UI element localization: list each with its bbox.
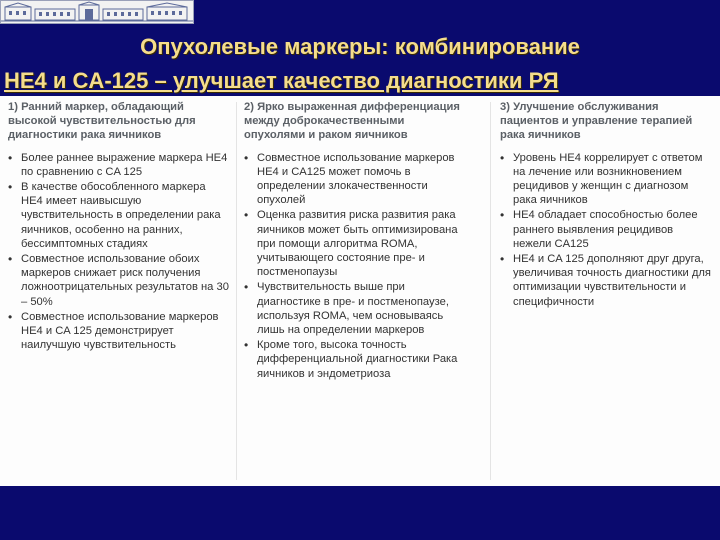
column-differentiation (244, 100, 466, 486)
column-heading (8, 100, 230, 143)
column-heading-text: Улучшение обслуживания пациентов и управление терапией рака яичников (500, 101, 693, 142)
list-item: • Оценка развития риска развития рака яичников может быть оптимизирована при помощи алгоритма ROMA, учитывающего состояние пре- и постменопаузы (244, 208, 466, 279)
column-heading-text: Ярко выраженная дифференциация между доброкачественными опухолями и раком яичников (244, 101, 460, 142)
list-item: • Совместное использование маркеров HE4 и CA125 может помочь в определении злокачественности опухолей (244, 151, 466, 208)
content-panel (0, 96, 720, 486)
bullet-list (8, 151, 230, 353)
column-heading (500, 100, 714, 143)
list-item: • Совместное использование обоих маркеров снижает риск получения ложноотрицательных результатов на 30 – 50% (8, 252, 230, 309)
list-item: • Совместное использование маркеров HE4 и CA 125 демонстрирует наилучшую чувствительность (8, 310, 230, 353)
column-number: 1) (8, 101, 18, 113)
column-divider (490, 102, 491, 480)
list-item: • HE4 и CA 125 дополняют друг друга, увеличивая точность диагностики для оптимизации чувствительности и специфичности (500, 252, 714, 309)
column-divider (236, 102, 237, 480)
column-number: 3) (500, 101, 510, 113)
column-number: 2) (244, 101, 254, 113)
list-item: • Чувствительность выше при диагностике в пре- и постменопаузе, используя ROMA, чем основываясь лишь на определении маркеров (244, 280, 466, 337)
list-item: • Уровень HE4 коррелирует с ответом на лечение или возникновением рецидивов у женщин с диагнозом рака яичников (500, 151, 714, 208)
column-patient-care (500, 100, 714, 486)
column-heading (244, 100, 466, 143)
list-item: • HE4 обладает способностью более раннего выявления рецидивов нежели CA125 (500, 208, 714, 251)
title-line-2: HE4 и CA-125 – улучшает качество диагностики РЯ (4, 68, 559, 93)
column-early-marker (8, 100, 230, 486)
logo-banner (0, 0, 194, 24)
building-logo-icon (1, 1, 193, 23)
column-heading-text: Ранний маркер, обладающий высокой чувствительностью для диагностики рака яичников (8, 101, 196, 142)
bullet-list (244, 151, 466, 381)
slide-title (0, 30, 720, 98)
bullet-list (500, 151, 714, 309)
list-item: • Более раннее выражение маркера HE4 по сравнению с CA 125 (8, 151, 230, 179)
list-item: • В качестве обособленного маркера HE4 имеет наивысшую чувствительность в определении рака яичников, особенно на ранних, бессимптомных стадиях (8, 180, 230, 251)
list-item: • Кроме того, высока точность дифференциальной диагностики Рака яичников и эндометриоза (244, 338, 466, 381)
title-line-1: Опухолевые маркеры: комбинирование (140, 34, 580, 59)
